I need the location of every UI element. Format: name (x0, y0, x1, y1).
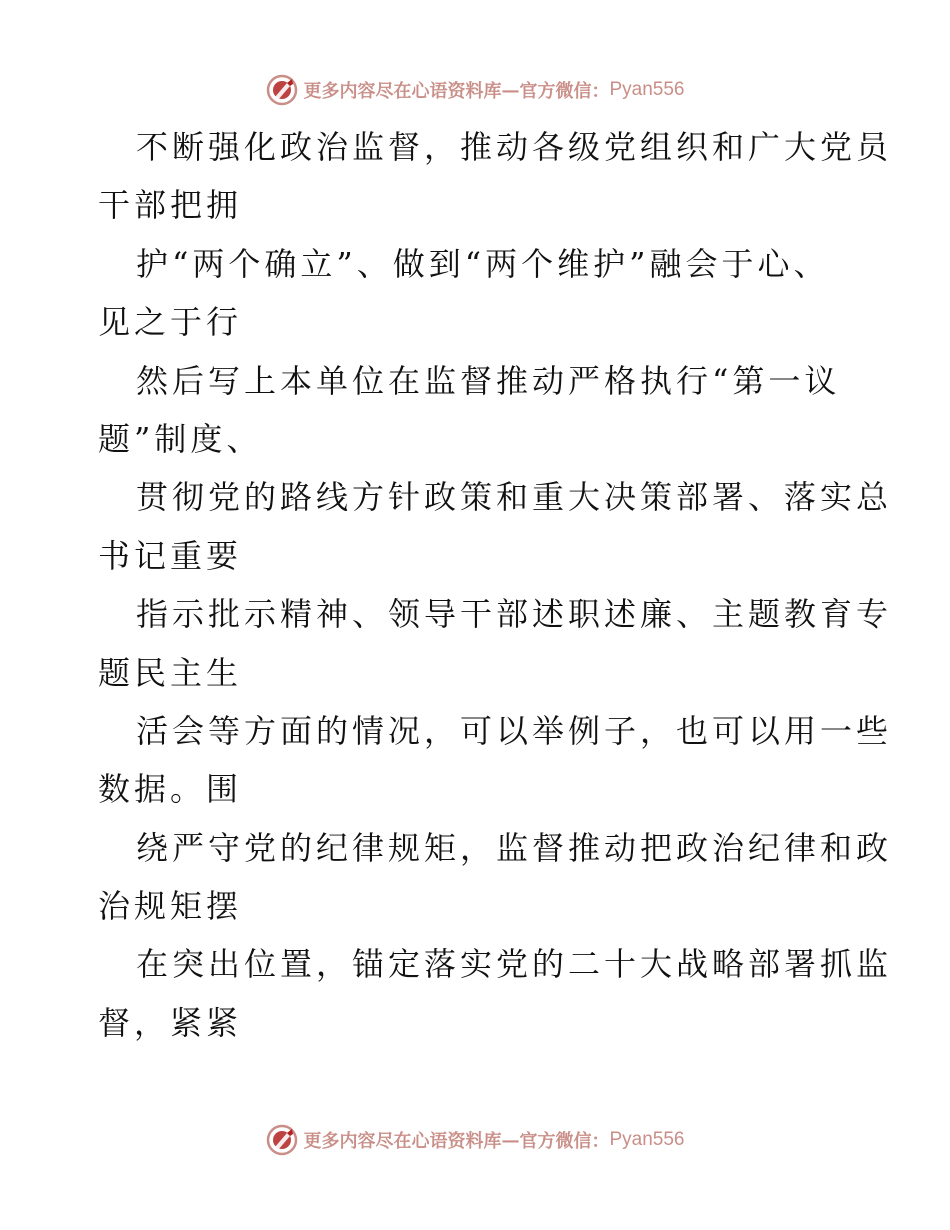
body-line: 绕严守党的纪律规矩，监督推动把政治纪律和政 (136, 828, 893, 867)
body-line: 题”制度、 (98, 419, 263, 458)
footer-banner-id: Pyan556 (609, 1129, 685, 1150)
body-line: 然后写上本单位在监督推动严格执行“第一议 (136, 361, 841, 400)
body-line: 治规矩摆 (98, 887, 243, 926)
header-banner-wechat: 官方微信： (519, 81, 610, 102)
footer-banner-wechat: 官方微信： (519, 1131, 610, 1152)
header-banner-dash: — (501, 79, 520, 101)
footer-banner-dash: — (501, 1129, 520, 1151)
footer-banner-inner (265, 1123, 684, 1157)
pen-nib-circle-icon (265, 73, 299, 107)
body-line: 活会等方面的情况，可以举例子，也可以用一些 (136, 711, 893, 750)
body-line: 书记重要 (98, 536, 243, 575)
header-banner-id: Pyan556 (609, 79, 685, 100)
body-line: 见之于行 (98, 303, 243, 342)
header-banner-inner (265, 73, 684, 107)
body-line: 贯彻党的路线方针政策和重大决策部署、落实总 (136, 478, 893, 517)
pen-nib-circle-icon (265, 1123, 299, 1157)
body-line: 数据。围 (98, 770, 243, 809)
document-body (98, 118, 893, 1052)
header-banner (0, 70, 950, 110)
header-banner-text: 更多内容尽在心语资料库 (303, 81, 502, 102)
body-line: 干部把拥 (98, 186, 243, 225)
footer-banner-text: 更多内容尽在心语资料库 (303, 1131, 502, 1152)
body-line: 指示批示精神、领导干部述职述廉、主题教育专 (136, 595, 893, 634)
body-line: 在突出位置，锚定落实党的二十大战略部署抓监 (136, 945, 893, 984)
body-line: 题民主生 (98, 653, 243, 692)
body-line: 护“两个确立”、做到“两个维护”融会于心、 (136, 244, 830, 283)
body-line: 督，紧紧 (98, 1003, 243, 1042)
body-line: 不断强化政治监督，推动各级党组织和广大党员 (136, 128, 893, 166)
footer-banner (0, 1120, 950, 1160)
